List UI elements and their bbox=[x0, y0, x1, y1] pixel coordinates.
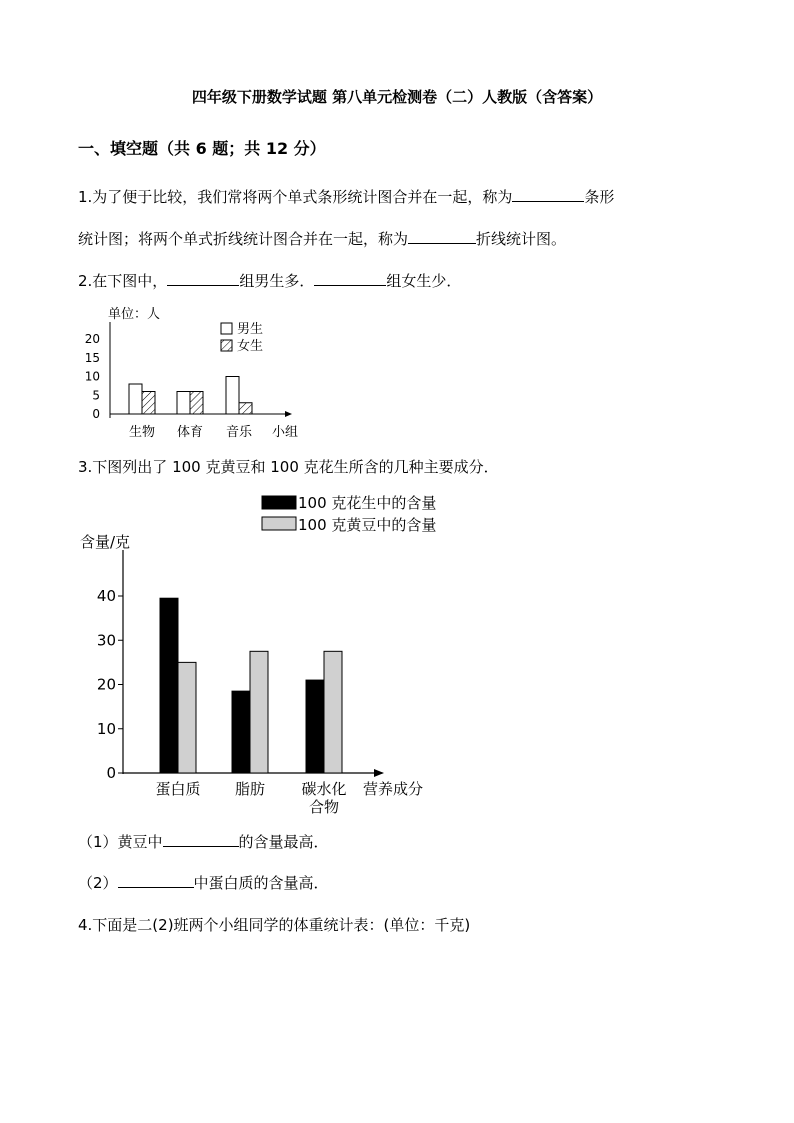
answer-blank bbox=[118, 886, 194, 888]
question-3-sub-2-text-b: 中蛋白质的含量高． bbox=[193, 874, 329, 892]
chart1-y-tick-label: 20 bbox=[84, 332, 100, 346]
answer-blank bbox=[163, 845, 239, 847]
question-1-line-1 bbox=[78, 186, 614, 207]
chart2-bar-peanut bbox=[160, 598, 178, 773]
chart2-x-axis-label: 营养成分 bbox=[363, 780, 424, 798]
group-gender-bar-chart bbox=[80, 300, 320, 448]
legend-swatch-girls bbox=[221, 340, 232, 351]
chart2-x-axis-arrow bbox=[374, 769, 384, 777]
question-2-text-c: 组女生少． bbox=[386, 272, 462, 290]
question-3-sub-2-text-a: （2） bbox=[78, 874, 118, 892]
answer-blank bbox=[167, 284, 239, 286]
question-1-text-c: 统计图；将两个单式折线统计图合并在一起，称为 bbox=[78, 230, 409, 248]
chart2-category-label: 脂肪 bbox=[234, 780, 266, 798]
chart2-y-tick-label: 40 bbox=[96, 587, 116, 605]
chart1-category-label: 音乐 bbox=[225, 425, 253, 440]
question-1-text-d: 折线统计图。 bbox=[476, 230, 567, 248]
chart2-category-label: 合物 bbox=[308, 798, 340, 816]
question-2-text-b: 组男生多． bbox=[239, 272, 315, 290]
chart1-bar-girls bbox=[142, 392, 155, 415]
answer-blank bbox=[314, 284, 386, 286]
chart1-y-tick-label: 5 bbox=[92, 388, 100, 403]
chart2-y-tick-label: 30 bbox=[96, 631, 116, 650]
question-1-text-a: 1.为了便于比较，我们常将两个单式条形统计图合并在一起，称为 bbox=[78, 188, 513, 206]
question-3-intro: 3.下图列出了 100 克黄豆和 100 克花生所含的几种主要成分． bbox=[78, 458, 499, 476]
chart2-y-tick-label: 0 bbox=[106, 764, 116, 782]
chart1-category-label: 生物 bbox=[128, 425, 156, 440]
chart2-bar-soybean bbox=[178, 662, 196, 773]
legend-label-peanut: 100 克花生中的含量 bbox=[298, 494, 437, 512]
chart1-bar-boys bbox=[177, 392, 190, 415]
question-3-sub-1-text-b: 的含量最高． bbox=[238, 833, 329, 851]
question-3-sub-2 bbox=[78, 872, 329, 893]
nutrition-bar-chart bbox=[76, 484, 476, 820]
document-title: 四年级下册数学试题 第八单元检测卷（二）人教版（含答案） bbox=[191, 88, 603, 106]
legend-swatch-soybean bbox=[262, 517, 296, 530]
answer-blank bbox=[408, 242, 476, 244]
legend-label-boys: 男生 bbox=[237, 322, 264, 337]
question-1-text-b: 条形 bbox=[584, 188, 615, 206]
chart2-bar-peanut bbox=[306, 680, 324, 773]
chart1-unit-label: 单位：人 bbox=[108, 307, 161, 322]
question-2-text-a: 2.在下图中， bbox=[78, 272, 168, 290]
legend-label-soybean: 100 克黄豆中的含量 bbox=[298, 516, 437, 534]
chart1-bar-girls bbox=[190, 392, 203, 415]
chart2-y-tick-label: 20 bbox=[96, 675, 116, 694]
chart2-y-axis-label: 含量/克 bbox=[80, 533, 131, 551]
chart1-y-tick-label: 15 bbox=[84, 350, 100, 365]
question-3-sub-1-text-a: （1）黄豆中 bbox=[78, 833, 163, 851]
chart1-bar-boys bbox=[226, 377, 239, 415]
question-2 bbox=[78, 270, 461, 291]
question-3-sub-1 bbox=[78, 831, 329, 852]
chart1-bar-boys bbox=[129, 384, 142, 414]
chart1-y-tick-label: 10 bbox=[84, 369, 100, 384]
legend-label-girls: 女生 bbox=[237, 339, 264, 354]
chart1-x-axis-label: 小组 bbox=[272, 425, 299, 440]
chart2-bar-soybean bbox=[324, 651, 342, 773]
answer-blank bbox=[512, 200, 584, 202]
section-heading-fill-in: 一、填空题（共 6 题；共 12 分） bbox=[78, 139, 326, 158]
chart2-category-label: 碳水化 bbox=[301, 780, 347, 798]
chart2-bar-soybean bbox=[250, 651, 268, 773]
question-1-line-2 bbox=[78, 228, 566, 249]
chart1-y-tick-label: 0 bbox=[92, 407, 100, 421]
chart2-y-tick-label: 10 bbox=[96, 719, 116, 738]
legend-swatch-peanut bbox=[262, 496, 296, 509]
legend-swatch-boys bbox=[221, 323, 232, 334]
chart2-category-label: 蛋白质 bbox=[155, 780, 201, 798]
chart1-bar-girls bbox=[239, 403, 252, 414]
chart1-x-axis-arrow bbox=[285, 411, 292, 417]
question-4: 4.下面是二(2)班两个小组同学的体重统计表：(单位：千克) bbox=[78, 916, 471, 934]
chart2-bar-peanut bbox=[232, 691, 250, 773]
chart1-category-label: 体育 bbox=[176, 425, 204, 440]
